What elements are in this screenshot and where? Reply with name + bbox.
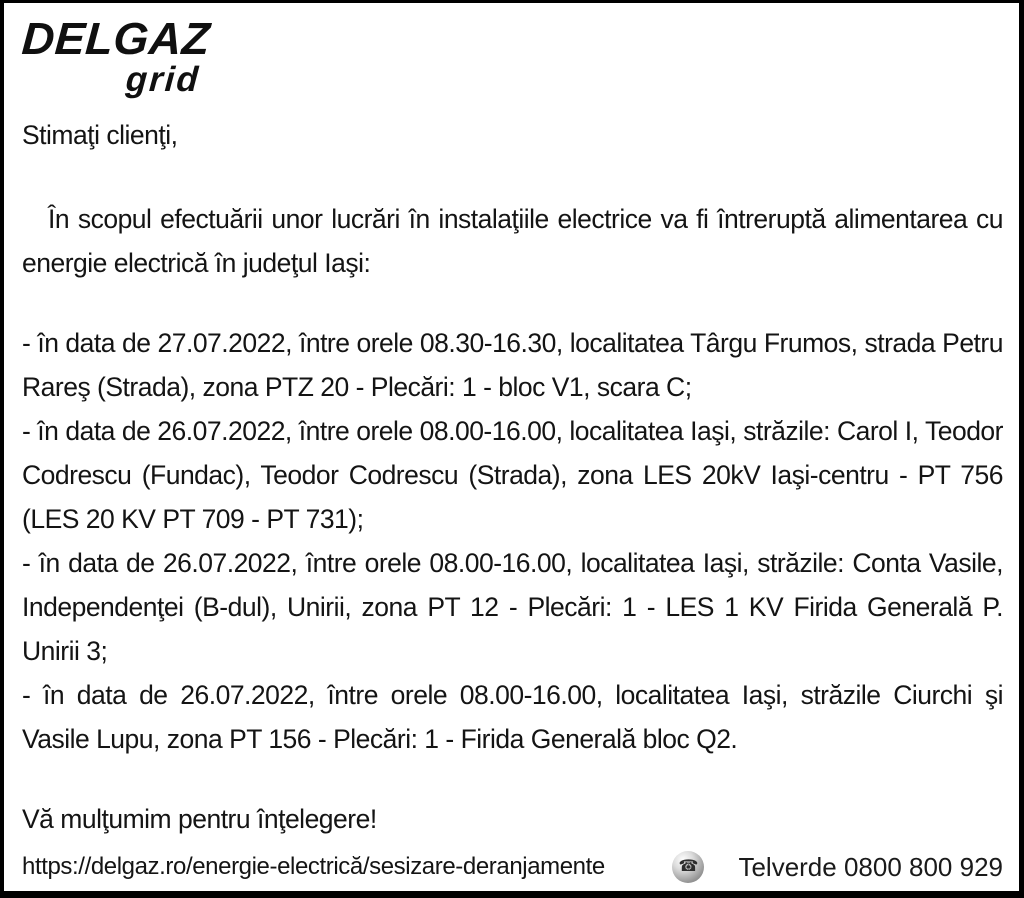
brand-name: DELGAZ [20, 13, 212, 64]
telverde-phone-number: Telverde 0800 800 929 [738, 851, 1003, 882]
telephone-glyph: ☎ [678, 856, 699, 875]
outage-item: - în data de 27.07.2022, între orele 08.30-16.30, localitatea Târgu Frumos, strada Petru Rareş (Strada), zona PTZ 20 - Plecări: 1 - bloc V1, scara C; [22, 327, 1003, 402]
report-url-link[interactable]: https://delgaz.ro/energie-electrică/sesizare-deranjamente [22, 853, 605, 880]
closing-text: Vă mulţumim pentru înţelegere! [22, 803, 377, 834]
greeting-text: Stimaţi clienţi, [22, 119, 178, 150]
notice-footer [22, 851, 1003, 883]
telephone-icon [672, 851, 704, 883]
outage-list [22, 321, 1003, 761]
delgaz-grid-logo [22, 15, 210, 97]
outage-item: - în data de 26.07.2022, între orele 08.00-16.00, localitatea Iaşi, străzile: Conta Vasile, Independenţei (B-dul), Unirii, zona PT 12 - Plecări: 1 - LES 1 KV Firida Generală P. Unirii 3; [22, 547, 1003, 666]
outage-item: - în data de 26.07.2022, între orele 08.00-16.00, localitatea Iaşi, străzile Ciurchi şi Vasile Lupu, zona PT 156 - Plecări: 1 - Firida Generală bloc Q2. [22, 679, 1003, 754]
brand-subname: grid [124, 59, 202, 99]
intro-paragraph: În scopul efectuării unor lucrări în instalaţiile electrice va fi întreruptă alimentarea cu energie electrică în judeţul Iaşi: [22, 203, 1003, 278]
outage-item: - în data de 26.07.2022, între orele 08.00-16.00, localitatea Iaşi, străzile: Carol I, Teodor Codrescu (Fundac), Teodor Codrescu (Strada), zona LES 20kV Iaşi-centru - PT 756 (LES 20 KV PT 709 - PT 731); [22, 415, 1003, 534]
